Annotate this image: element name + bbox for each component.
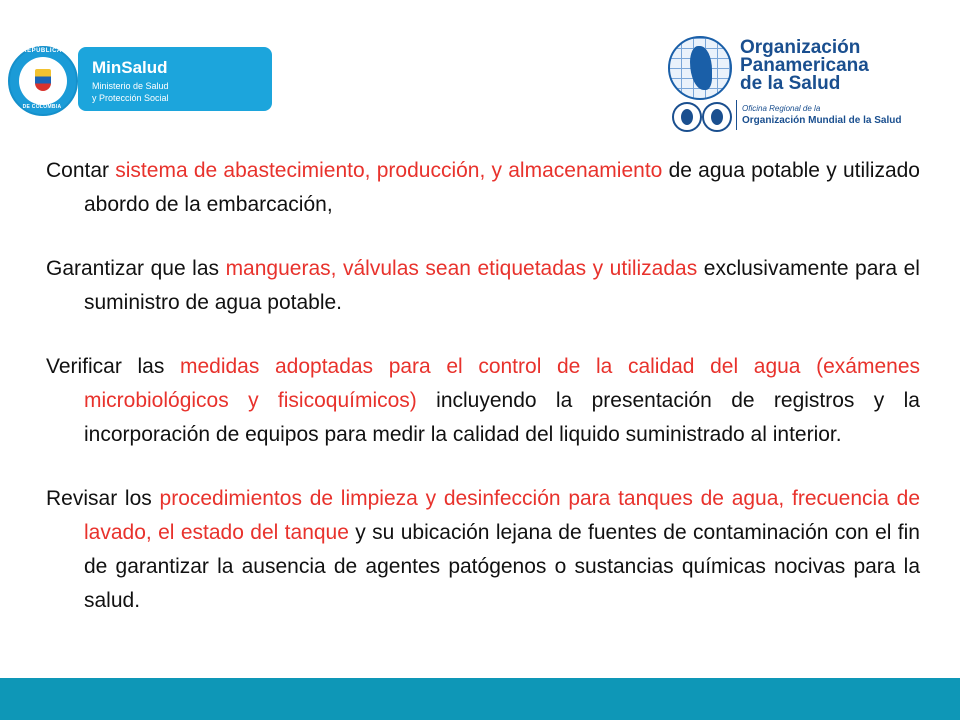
minsalud-line1: Ministerio de Salud xyxy=(92,81,169,91)
americas-map-icon xyxy=(690,46,712,90)
who-emblem-icon xyxy=(702,102,732,132)
ops-logo xyxy=(664,36,954,132)
highlighted-text: procedimientos de limpieza y desinfección para tanques de agua, frecuencia de lavado, el estado del tanque xyxy=(84,487,920,544)
paragraph-text: Garantizar que las xyxy=(46,257,226,280)
colombia-seal-icon xyxy=(8,46,78,116)
ops-subtitle2: Organización Mundial de la Salud xyxy=(742,115,902,126)
highlighted-text: medidas adoptadas para el control de la calidad del agua (exámenes microbiológicos y fisicoquímicos) xyxy=(84,355,921,412)
seal-top-text: REPÚBLICA xyxy=(22,48,62,54)
paragraph-text: y su ubicación lejana de fuentes de contaminación con el fin de garantizar la ausencia de agentes patógenos o sustancias químicas nocivas para la salud. xyxy=(84,521,920,612)
paragraph-revisar xyxy=(46,482,920,618)
footer-bar xyxy=(0,678,960,720)
paho-emblem-mark xyxy=(681,109,693,125)
coat-of-arms-icon xyxy=(35,69,51,91)
minsalud-badge xyxy=(78,47,272,111)
ops-title-line3: de la Salud xyxy=(740,73,841,94)
paho-emblem-icon xyxy=(672,102,702,132)
globe-icon xyxy=(668,36,732,100)
highlighted-text: sistema de abastecimiento, producción, y almacenamiento xyxy=(115,159,663,182)
paragraph-contar xyxy=(46,154,920,222)
slide-body xyxy=(46,154,920,648)
ops-title-line2: Panamericana xyxy=(740,55,869,76)
ops-divider xyxy=(736,100,737,130)
paragraph-garantizar xyxy=(46,252,920,320)
ops-title-line1: Organización xyxy=(740,37,861,58)
ops-subtitle1: Oficina Regional de la xyxy=(742,104,821,113)
seal-bottom-text: DE COLOMBIA xyxy=(22,104,62,110)
minsalud-logo xyxy=(8,44,273,114)
paragraph-text: de agua potable y utilizado abordo de la embarcación, xyxy=(84,159,920,216)
minsalud-line2: y Protección Social xyxy=(92,93,169,103)
who-emblem-mark xyxy=(711,109,723,125)
paragraph-text: Verificar las xyxy=(46,355,180,378)
highlighted-text: mangueras, válvulas sean etiquetadas y utilizadas xyxy=(225,257,698,280)
seal-inner xyxy=(19,57,67,105)
slide-header xyxy=(0,0,960,140)
minsalud-name: MinSalud xyxy=(92,58,168,77)
paragraph-text: exclusivamente para el suministro de agua potable. xyxy=(84,257,920,314)
paragraph-text: Revisar los xyxy=(46,487,160,510)
paragraph-verificar xyxy=(46,350,920,452)
paragraph-text: incluyendo la presentación de registros y la incorporación de equipos para medir la calidad del liquido suministrado al interior. xyxy=(84,389,920,446)
paragraph-text: Contar xyxy=(46,159,116,182)
